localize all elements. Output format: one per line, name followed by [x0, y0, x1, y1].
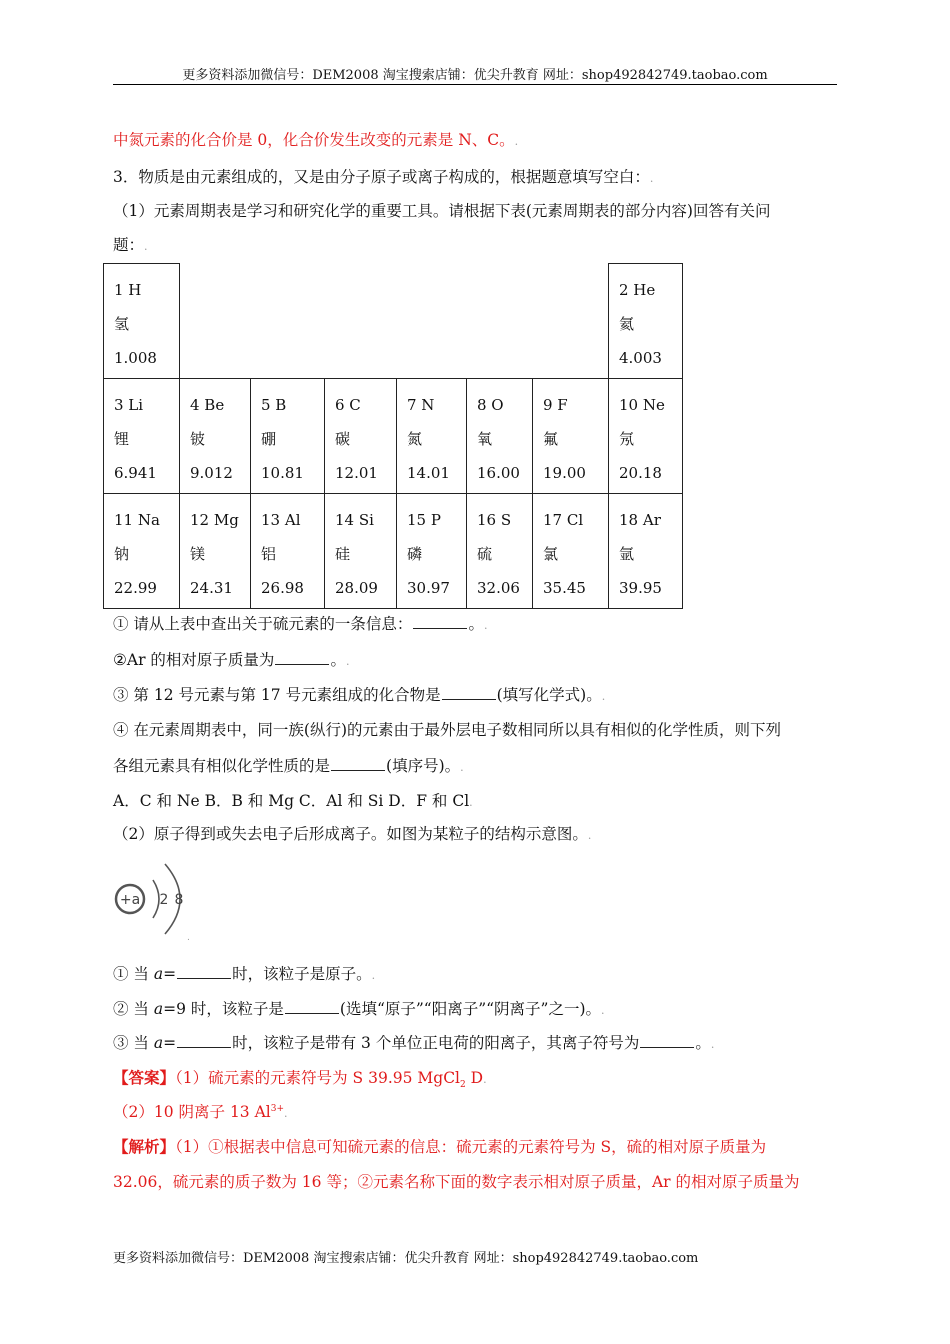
answer-line-1: 【答案】（1）硫元素的元素符号为 S 39.95 MgCl$_2$ D. — [113, 1068, 487, 1091]
analysis-line-2: 32.06，硫元素的质子数为 16 等；②元素名称下面的数字表示相对原子质量，Ar 的相对原子质量为 — [113, 1173, 800, 1191]
answer-blank — [275, 652, 329, 665]
answer-line-2: （2）10 阴离子 13 $Al^{3+}$. — [113, 1103, 288, 1121]
table-gap — [180, 264, 609, 379]
q2-sub-2: ② 当 a=9 时，该粒子是 (选填“原子”“阳离子”“阴离子”之一)。. — [113, 1000, 605, 1018]
element-cell-be: 4 Be 铍 9.012 — [180, 379, 251, 494]
element-cell-n: 7 N 氮 14.01 — [397, 379, 467, 494]
element-cell-ar: 18 Ar 氩 39.95 — [609, 494, 683, 609]
electron-shell-1 — [153, 880, 159, 918]
sub-question-2: ②Ar 的相对原子质量为 。. — [113, 651, 350, 669]
answer-blank — [177, 1035, 231, 1048]
answer-blank — [640, 1035, 694, 1048]
paragraph-mark: . — [187, 933, 190, 942]
element-cell-p: 15 P 磷 30.97 — [397, 494, 467, 609]
answer-blank — [285, 1001, 339, 1014]
sub-question-4-cont: 各组元素具有相似化学性质的是 (填序号)。. — [113, 757, 464, 775]
answer-blank — [413, 616, 467, 629]
element-cell-c: 6 C 碳 12.01 — [325, 379, 397, 494]
shell-1-count: 2 — [159, 892, 169, 908]
element-cell-o: 8 O 氧 16.00 — [467, 379, 533, 494]
shell-2-count: 8 — [174, 892, 184, 908]
q1-intro: （1）元素周期表是学习和研究化学的重要工具。请根据下表(元素周期表的部分内容)回答有关问 — [113, 202, 771, 220]
sub-question-3: ③ 第 12 号元素与第 17 号元素组成的化合物是 (填写化学式)。. — [113, 686, 606, 704]
element-cell-si: 14 Si 硅 28.09 — [325, 494, 397, 609]
periodic-table — [103, 263, 683, 609]
q1-intro-cont: 题：. — [113, 236, 148, 254]
sub-question-4: ④ 在元素周期表中，同一族(纵行)的元素由于最外层电子数相同所以具有相似的化学性质，则下列 — [113, 721, 782, 739]
q2-intro: （2）原子得到或失去电子后形成离子。如图为某粒子的结构示意图。. — [113, 825, 592, 843]
page-header: 更多资料添加微信号：DEM2008 淘宝搜索店铺：优尖升教育 网址：shop492842749.taobao.com — [182, 68, 768, 83]
answer-blank — [331, 758, 385, 771]
particle-structure-diagram — [113, 852, 203, 942]
element-cell-f: 9 F 氟 19.00 — [533, 379, 609, 494]
q2-sub-1: ① 当 a= 时，该粒子是原子。. — [113, 965, 376, 983]
nucleus-label: +a — [119, 892, 141, 908]
sub-question-1: ① 请从上表中查出关于硫元素的一条信息： 。. — [113, 615, 488, 633]
question-3-stem: 3．物质是由元素组成的，又是由分子原子或离子构成的，根据题意填写空白：. — [113, 168, 654, 186]
element-cell-na: 11 Na 钠 22.99 — [104, 494, 180, 609]
answer-options: A．C 和 Ne B．B 和 Mg C．Al 和 Si D．F 和 Cl. — [113, 792, 473, 810]
element-cell-he: 2 He 氦 4.003 — [609, 264, 683, 379]
previous-answer-line: 中氮元素的化合价是 0，化合价发生改变的元素是 N、C。. — [113, 131, 519, 149]
element-cell-cl: 17 Cl 氯 35.45 — [533, 494, 609, 609]
answer-blank — [177, 966, 231, 979]
element-cell-s: 16 S 硫 32.06 — [467, 494, 533, 609]
element-cell-b: 5 B 硼 10.81 — [251, 379, 325, 494]
q2-sub-3: ③ 当 a= 时，该粒子是带有 3 个单位正电荷的阳离子，其离子符号为 。. — [113, 1034, 715, 1052]
element-cell-ne: 10 Ne 氖 20.18 — [609, 379, 683, 494]
element-cell-h: 1 H 氢 1.008 — [104, 264, 180, 379]
element-cell-mg: 12 Mg 镁 24.31 — [180, 494, 251, 609]
element-cell-li: 3 Li 锂 6.941 — [104, 379, 180, 494]
page-footer: 更多资料添加微信号：DEM2008 淘宝搜索店铺：优尖升教育 网址：shop492842749.taobao.com — [113, 1251, 699, 1266]
answer-blank — [442, 687, 496, 700]
header-divider — [113, 84, 837, 85]
analysis-line-1: 【解析】（1）①根据表中信息可知硫元素的信息：硫元素的元素符号为 S，硫的相对原子质量为 — [113, 1137, 767, 1156]
element-cell-al: 13 Al 铝 26.98 — [251, 494, 325, 609]
